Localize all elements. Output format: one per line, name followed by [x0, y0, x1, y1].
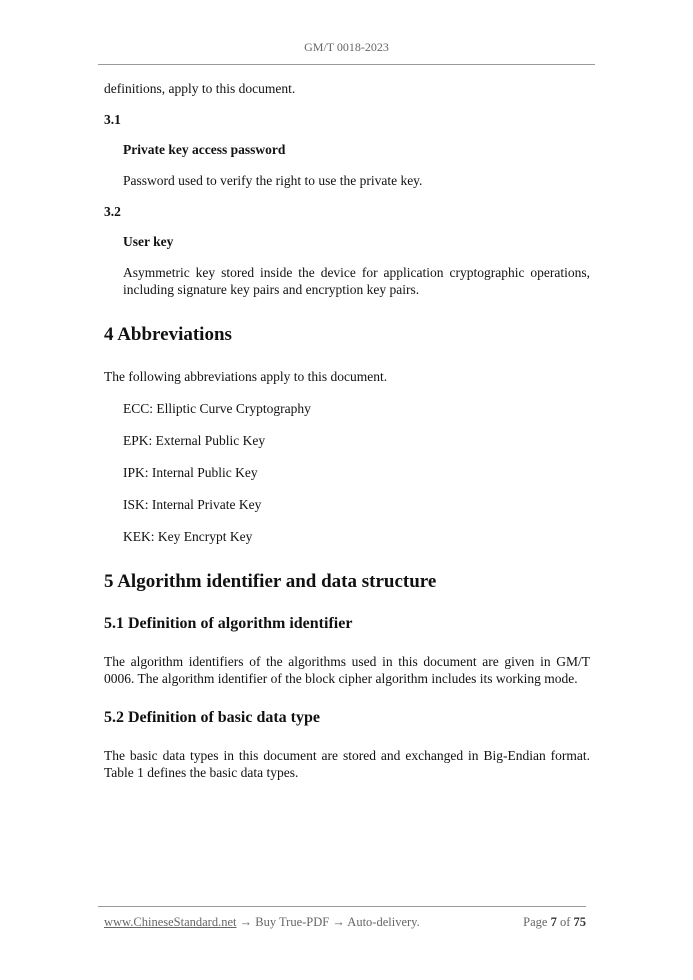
section-5-1-heading: 5.1 Definition of algorithm identifier	[104, 615, 353, 632]
abbreviation-item: IPK: Internal Public Key	[123, 465, 258, 480]
definition-term-3-1: Private key access password	[123, 142, 286, 157]
definition-text-3-1: Password used to verify the right to use the private key.	[123, 173, 423, 188]
section-5-2-text: The basic data types in this document are stored and exchanged in Big-Endian format. Table 1 defines the basic data types.	[104, 748, 590, 780]
footer-promo	[104, 915, 420, 930]
page-current: 7	[550, 915, 557, 929]
page-body	[104, 80, 590, 796]
definition-number-3-2: 3.2	[104, 204, 121, 219]
definition-text-3-2: Asymmetric key stored inside the device for application cryptographic operations, including signature key pairs and encryption key pairs.	[123, 265, 590, 297]
page-header	[0, 40, 693, 55]
footer-divider	[98, 906, 586, 907]
intro-tail: definitions, apply to this document.	[104, 81, 296, 96]
section-4-heading: 4 Abbreviations	[104, 324, 232, 345]
header-divider	[98, 64, 595, 65]
document-code: GM/T 0018-2023	[304, 40, 389, 54]
page-footer	[104, 915, 586, 930]
section-5-2-heading: 5.2 Definition of basic data type	[104, 709, 320, 726]
abbreviation-item: KEK: Key Encrypt Key	[123, 529, 253, 544]
definition-term-3-2: User key	[123, 234, 174, 249]
footer-tagline: → Buy True-PDF → Auto-delivery.	[236, 915, 420, 929]
abbreviations-intro: The following abbreviations apply to this document.	[104, 369, 388, 384]
page-total: 75	[573, 915, 586, 929]
abbreviation-item: ECC: Elliptic Curve Cryptography	[123, 401, 311, 416]
page-of: of	[559, 915, 571, 929]
page-indicator	[523, 915, 586, 930]
definition-number-3-1: 3.1	[104, 112, 121, 127]
section-5-heading: 5 Algorithm identifier and data structure	[104, 571, 437, 592]
site-link[interactable]: www.ChineseStandard.net	[104, 915, 237, 929]
section-5-1-text: The algorithm identifiers of the algorithms used in this document are given in GM/T 0006. The algorithm identifier of the block cipher algorithm includes its working mode.	[104, 654, 590, 686]
page-word: Page	[523, 915, 548, 929]
abbreviation-item: ISK: Internal Private Key	[123, 497, 262, 512]
abbreviation-item: EPK: External Public Key	[123, 433, 266, 448]
